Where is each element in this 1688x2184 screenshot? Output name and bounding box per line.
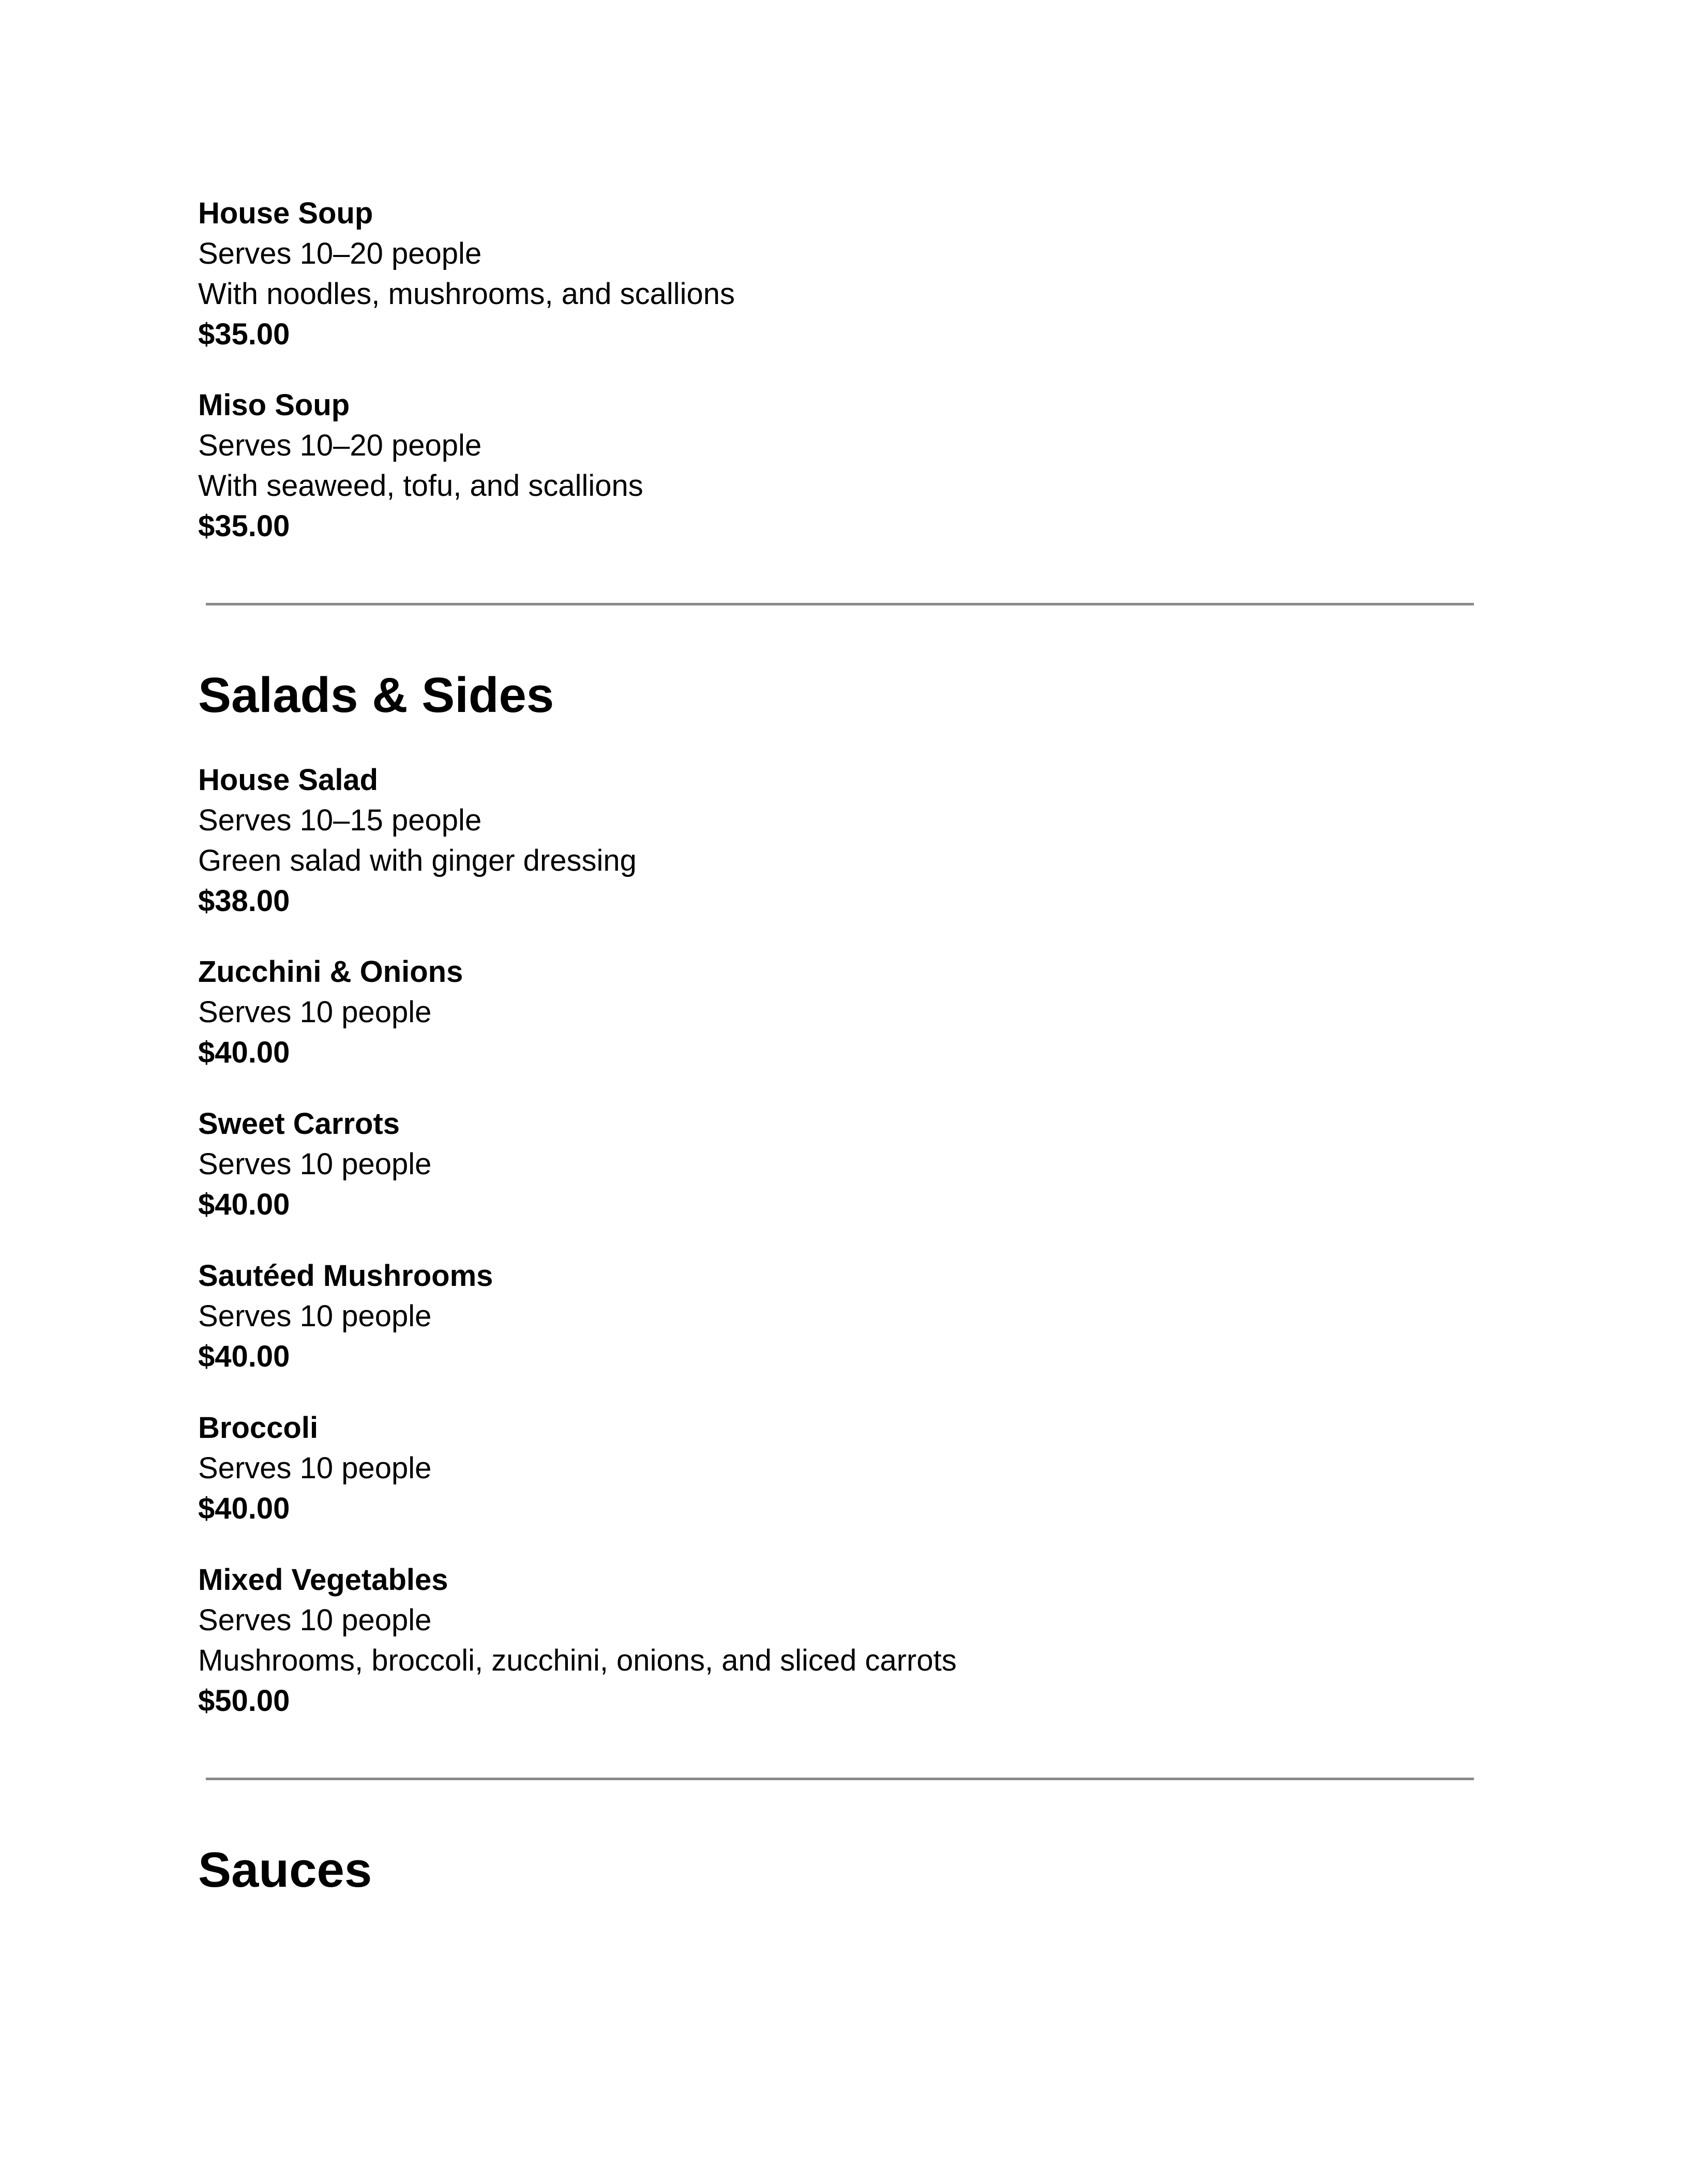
menu-item-sauteed-mushrooms bbox=[198, 1256, 493, 1377]
item-name: Mixed Vegetables bbox=[198, 1563, 448, 1597]
item-price: $38.00 bbox=[198, 884, 290, 918]
item-name: Sweet Carrots bbox=[198, 1107, 400, 1141]
item-name: House Salad bbox=[198, 763, 379, 797]
section-heading-sauces: Sauces bbox=[198, 1842, 372, 1898]
item-price: $35.00 bbox=[198, 509, 290, 543]
item-description: With seaweed, tofu, and scallions bbox=[198, 469, 643, 503]
item-price: $40.00 bbox=[198, 1188, 290, 1221]
item-name: Miso Soup bbox=[198, 388, 350, 422]
item-name: Sautéed Mushrooms bbox=[198, 1259, 493, 1293]
item-serves: Serves 10–20 people bbox=[198, 237, 482, 270]
menu-item-zucchini-onions bbox=[198, 952, 463, 1073]
item-name: House Soup bbox=[198, 196, 373, 230]
menu-item-house-salad bbox=[198, 760, 637, 921]
item-serves: Serves 10 people bbox=[198, 1603, 432, 1637]
item-price: $35.00 bbox=[198, 317, 290, 351]
section-divider bbox=[206, 1778, 1474, 1780]
section-heading-salads-sides: Salads & Sides bbox=[198, 668, 554, 723]
menu-item-broccoli bbox=[198, 1408, 431, 1529]
item-name: Broccoli bbox=[198, 1411, 319, 1445]
item-description: Green salad with ginger dressing bbox=[198, 844, 637, 877]
menu-item-house-soup bbox=[198, 193, 735, 355]
item-serves: Serves 10 people bbox=[198, 1451, 432, 1485]
item-description: Mushrooms, broccoli, zucchini, onions, and sliced carrots bbox=[198, 1644, 957, 1677]
item-name: Zucchini & Onions bbox=[198, 955, 463, 989]
item-serves: Serves 10–20 people bbox=[198, 429, 482, 462]
menu-item-miso-soup bbox=[198, 385, 643, 547]
item-serves: Serves 10–15 people bbox=[198, 803, 482, 837]
menu-item-mixed-vegetables bbox=[198, 1560, 957, 1721]
item-price: $40.00 bbox=[198, 1340, 290, 1373]
item-price: $50.00 bbox=[198, 1684, 290, 1718]
item-serves: Serves 10 people bbox=[198, 1147, 432, 1181]
item-price: $40.00 bbox=[198, 1492, 290, 1525]
section-divider bbox=[206, 603, 1474, 605]
menu-item-sweet-carrots bbox=[198, 1104, 431, 1225]
item-serves: Serves 10 people bbox=[198, 995, 432, 1029]
item-price: $40.00 bbox=[198, 1036, 290, 1069]
item-description: With noodles, mushrooms, and scallions bbox=[198, 277, 735, 311]
item-serves: Serves 10 people bbox=[198, 1299, 432, 1333]
